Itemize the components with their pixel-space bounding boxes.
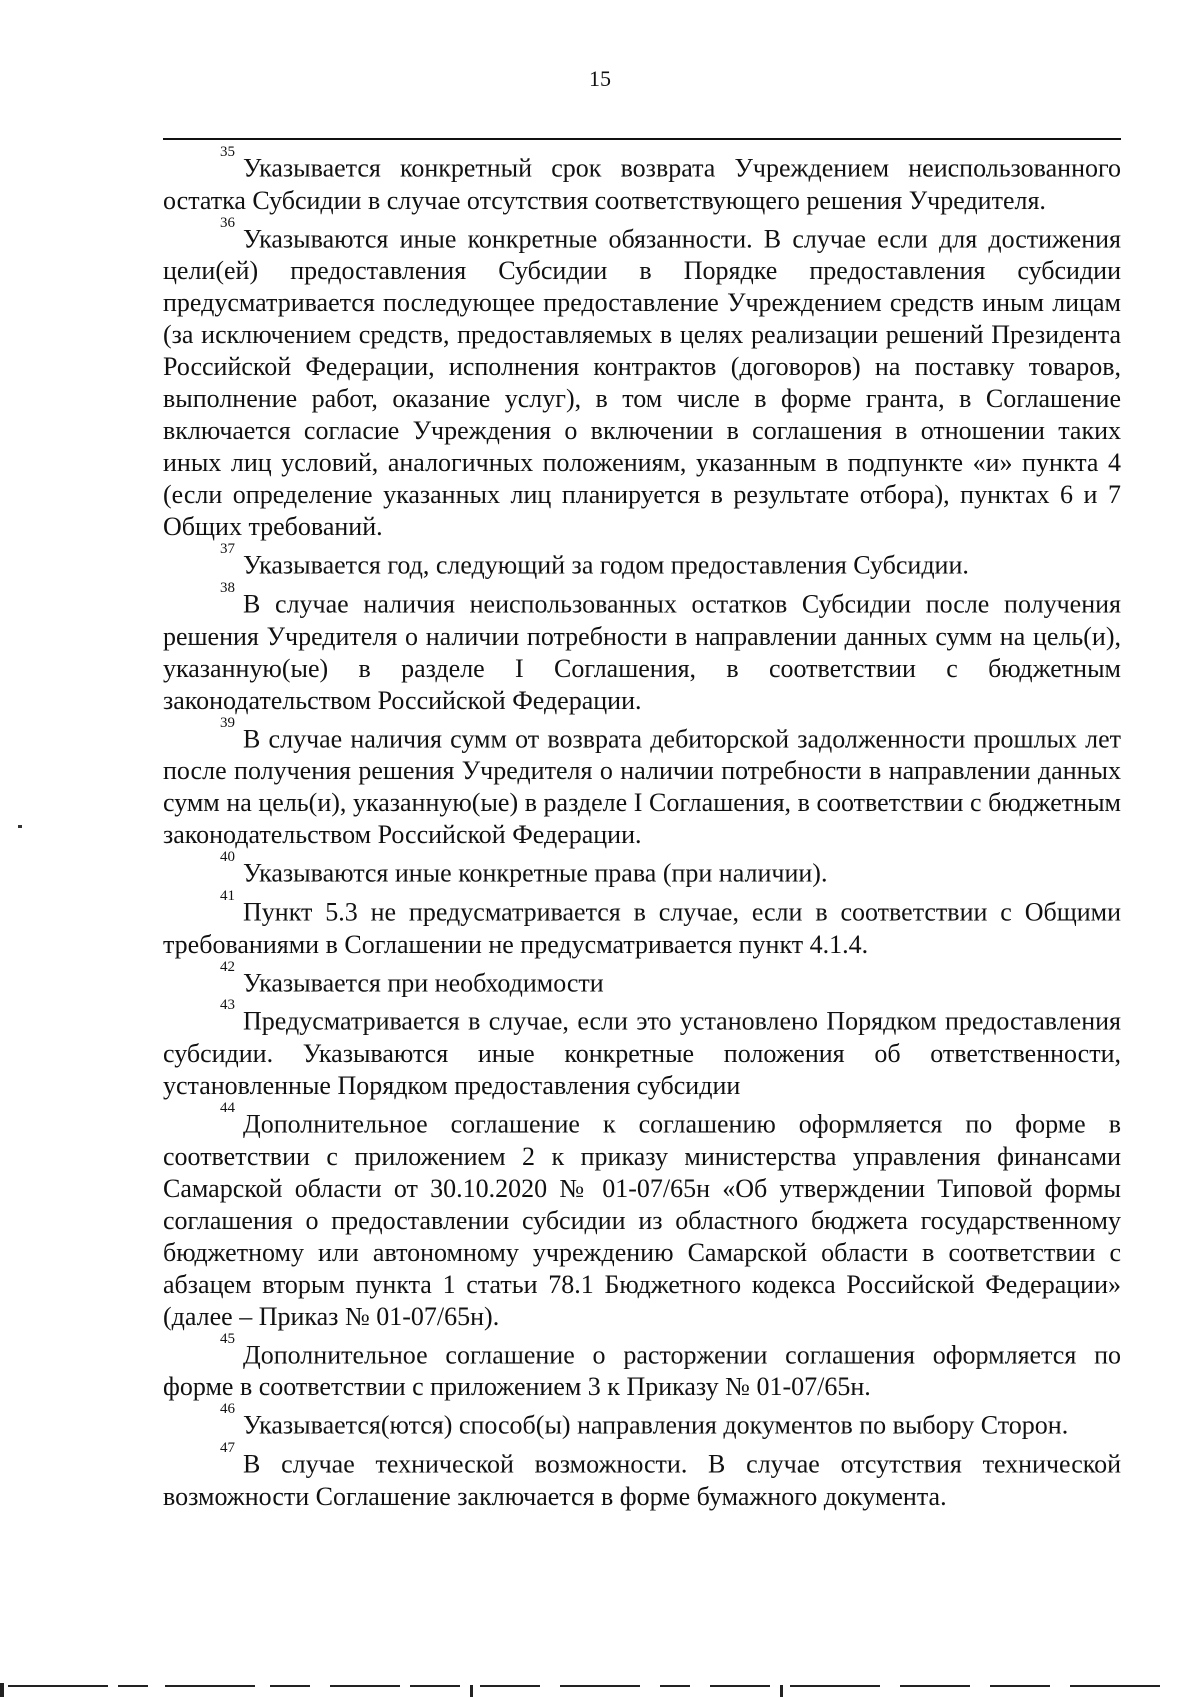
footnote-number: 38 bbox=[220, 579, 235, 596]
footnote-35 bbox=[163, 144, 1121, 217]
footnote-text: Дополнительное соглашение о расторжении соглашения оформляется по форме в соответствии с приложением 3 к Приказу № 01-07/65н. bbox=[163, 1340, 1121, 1402]
footnote-number: 46 bbox=[220, 1401, 235, 1418]
footnote-38 bbox=[163, 579, 1121, 717]
footnote-44 bbox=[163, 1099, 1121, 1333]
footnote-37 bbox=[163, 541, 1121, 582]
footnote-text: В случае технической возможности. В случае отсутствия технической возможности Соглашение заключается в форме бумажного документа. bbox=[163, 1449, 1121, 1511]
footnote-number: 39 bbox=[220, 714, 235, 731]
footnote-41 bbox=[163, 887, 1121, 961]
footnote-number: 40 bbox=[220, 849, 235, 866]
footnote-46 bbox=[163, 1401, 1121, 1442]
footnote-text: Дополнительное соглашение к соглашению оформляется по форме в соответствии с приложением 2 к приказу министерства управления финансами Самарской области от 30.10.2020 № 01-07/65н «Об утверждении Типовой формы соглашения о предоставлении субсидии из областного бюджета государственному бюджетному или автономному учреждению Самарской области в соответствии с абзацем вторым пункта 1 статьи 78.1 Бюджетного кодекса Российской Федерации» (далее – Приказ № 01-07/65н). bbox=[163, 1109, 1121, 1331]
footnote-text: В случае наличия неиспользованных остатков Субсидии после получения решения Учредителя о наличии потребности в направлении данных сумм на цель(и), указанную(ые) в разделе I Соглашения, в соответствии с бюджетным законодательством Российской Федерации. bbox=[163, 589, 1121, 715]
footnote-text: Пункт 5.3 не предусматривается в случае, если в соответствии с Общими требованиями в Соглашении не предусматривается пункт 4.1.4. bbox=[163, 897, 1121, 959]
footnote-number: 44 bbox=[220, 1099, 235, 1116]
footnote-text: Предусматривается в случае, если это установлено Порядком предоставления субсидии. Указываются иные конкретные положения об ответственности, установленные Порядком предоставления субсидии bbox=[163, 1006, 1121, 1100]
footnote-47 bbox=[163, 1439, 1121, 1513]
footnote-text: Указываются иные конкретные обязанности. В случае если для достижения цели(ей) предоставления Субсидии в Порядке предоставления субсидии предусматривается последующее предоставление Учреждением средств иным лицам (за исключением средств, предоставляемых в целях реализации решений Президента Российской Федерации, исполнения контрактов (договоров) на поставку товаров, выполнение работ, оказание услуг), в том числе в форме гранта, в Соглашение включается согласие Учреждения о включении в соглашения в отношении таких иных лиц условий, аналогичных положениям, указанным в подпункте «и» пункта 4 (если определение указанных лиц планируется в результате отбора), пунктах 6 и 7 Общих требований. bbox=[163, 224, 1121, 542]
scan-speck bbox=[18, 825, 22, 828]
footnote-39 bbox=[163, 714, 1121, 852]
footnote-number: 43 bbox=[220, 997, 235, 1014]
footnote-number: 42 bbox=[220, 958, 235, 975]
footnote-number: 41 bbox=[220, 887, 235, 904]
footnote-40 bbox=[163, 849, 1121, 890]
footnote-text: Указывается при необходимости bbox=[243, 968, 604, 998]
footnote-36 bbox=[163, 214, 1121, 544]
footnote-text: В случае наличия сумм от возврата дебиторской задолженности прошлых лет после получения решения Учредителя о наличии потребности в направлении данных сумм на цель(и), указанную(ые) в разделе I Соглашения, в соответствии с бюджетным законодательством Российской Федерации. bbox=[163, 724, 1121, 850]
footnote-42 bbox=[163, 958, 1121, 1000]
footnotes-list bbox=[163, 144, 1121, 1514]
footnote-text: Указывается год, следующий за годом предоставления Субсидии. bbox=[243, 550, 969, 580]
footnote-number: 37 bbox=[220, 541, 235, 558]
footnote-text: Указываются иные конкретные права (при наличии). bbox=[243, 858, 828, 888]
footnote-number: 47 bbox=[220, 1439, 235, 1456]
footnote-number: 45 bbox=[220, 1330, 235, 1347]
footnote-number: 35 bbox=[220, 144, 235, 160]
page-number: 15 bbox=[589, 66, 611, 91]
footnote-number: 36 bbox=[220, 214, 235, 231]
footnote-43 bbox=[163, 997, 1121, 1102]
footnote-separator bbox=[163, 138, 1121, 140]
footnote-45 bbox=[163, 1330, 1121, 1404]
footnote-text: Указывается(ются) способ(ы) направления документов по выбору Сторон. bbox=[243, 1410, 1069, 1440]
footnote-text: Указывается конкретный срок возврата Учреждением неиспользованного остатка Субсидии в случае отсутствия соответствующего решения Учредителя. bbox=[163, 153, 1121, 215]
scan-edge-artifact bbox=[0, 1683, 1200, 1697]
